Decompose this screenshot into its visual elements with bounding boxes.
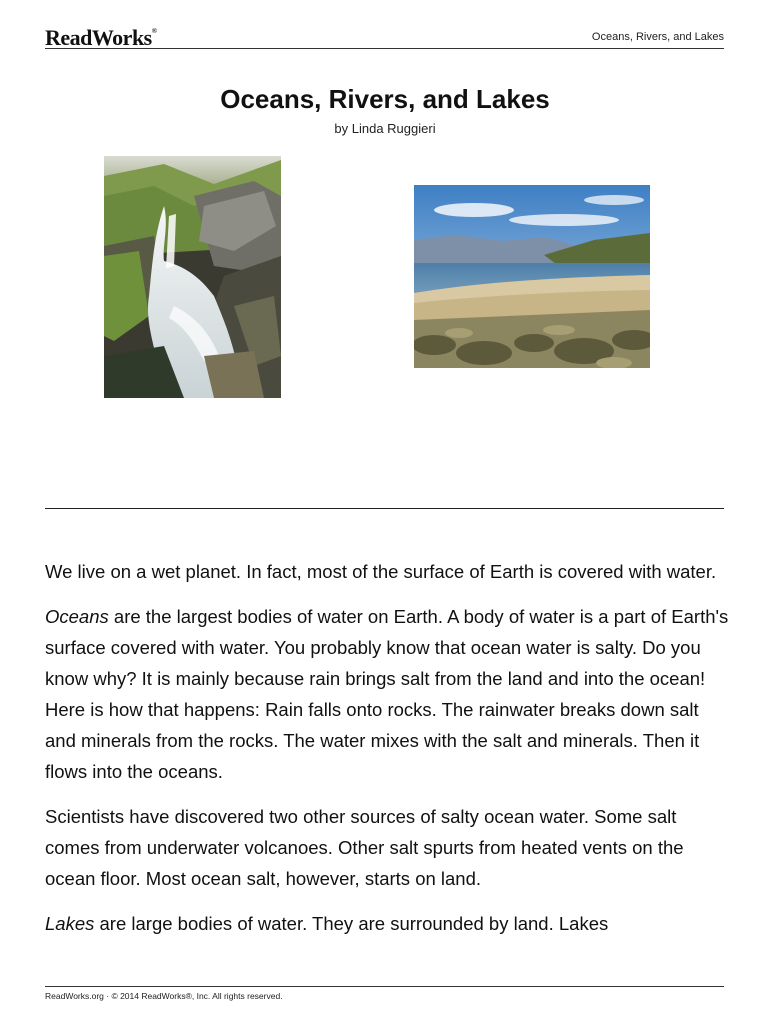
readworks-logo: ReadWorks® [45, 25, 157, 50]
copyright-footer: ReadWorks.org · © 2014 ReadWorks®, Inc. All rights reserved. [45, 991, 283, 1001]
paragraph: Oceans are the largest bodies of water on Earth. A body of water is a part of Earth's surface covered with water. You probably know that ocean water is salty. Do you know why? It is mainly because rain brings salt from the land and into the ocean! Here is how that happens: Rain falls onto rocks. The rainwater breaks down salt and minerals from the rocks. The water mixes with the salt and minerals. Then it flows into the oceans. [45, 606, 729, 782]
vocab-term-oceans: Oceans [45, 606, 109, 627]
article-body [45, 556, 730, 953]
section-divider [45, 508, 724, 509]
header-rule [45, 48, 724, 49]
paragraph: Lakes are large bodies of water. They are surrounded by land. Lakes [45, 913, 609, 934]
article-title: Oceans, Rivers, and Lakes [220, 84, 550, 114]
paragraph: Scientists have discovered two other sources of salty ocean water. Some salt comes from underwater volcanoes. Other salt spurts from heated vents on the ocean floor. Most ocean salt, however, starts on land. [45, 806, 684, 889]
article-byline: by Linda Ruggieri [334, 121, 436, 136]
footer-rule [45, 986, 724, 987]
lake-photo [414, 185, 650, 368]
running-title: Oceans, Rivers, and Lakes [591, 31, 724, 43]
waterfall-photo [104, 156, 281, 398]
paragraph: We live on a wet planet. In fact, most of the surface of Earth is covered with water. [45, 561, 717, 582]
vocab-term-lakes: Lakes [45, 913, 95, 934]
